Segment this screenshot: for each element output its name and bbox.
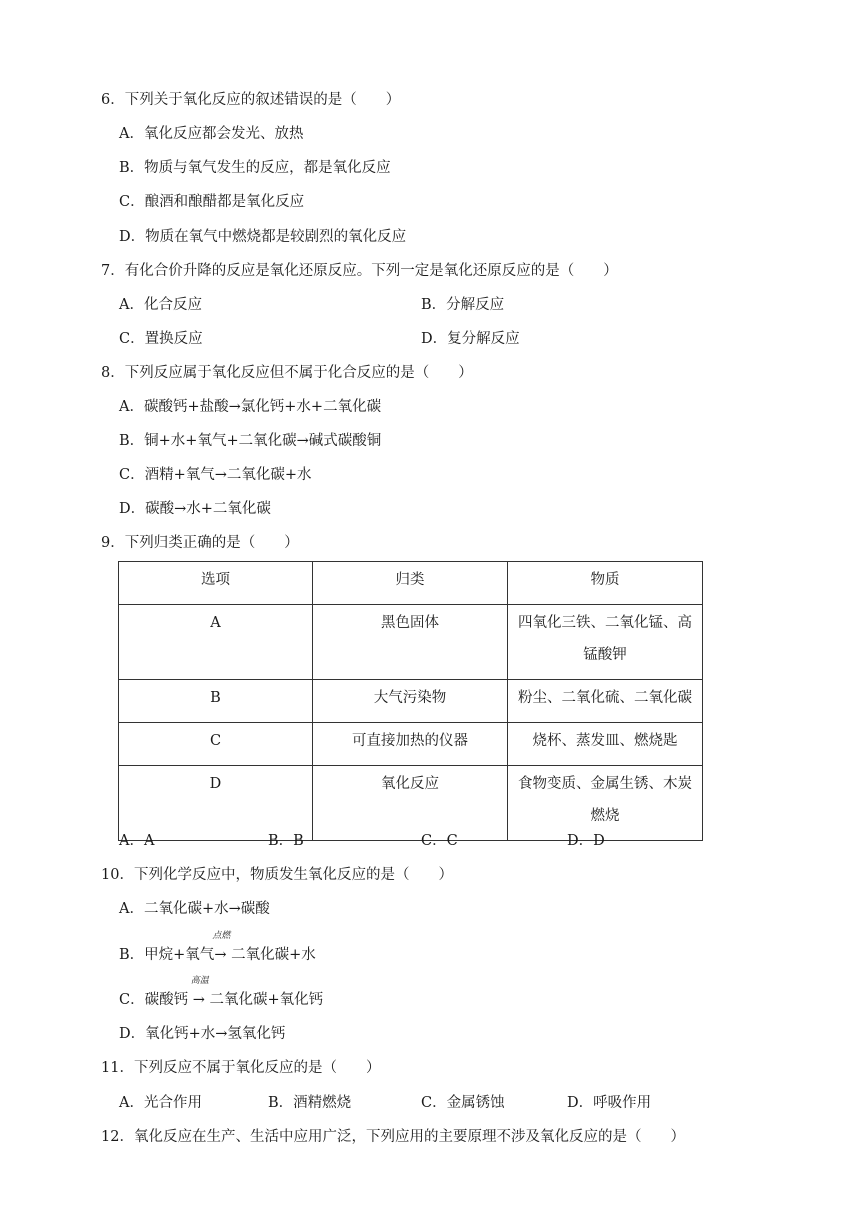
- question-12-stem: 12．氧化反应在生产、生活中应用广泛，下列应用的主要原理不涉及氧化反应的是（ ）: [101, 1129, 685, 1145]
- question-11-stem: 11．下列反应不属于氧化反应的是（ ）: [101, 1060, 381, 1076]
- q9-option-c: C．C: [421, 833, 458, 849]
- q11-option-b: B．酒精燃烧: [268, 1095, 352, 1111]
- q7-option-b: B．分解反应: [421, 297, 505, 313]
- table-cell: B: [119, 680, 313, 723]
- table-cell: 食物变质、金属生锈、木炭燃烧: [508, 766, 703, 841]
- reaction-arrow: →: [214, 947, 227, 963]
- table-row: [119, 605, 703, 680]
- classification-table: [118, 561, 703, 841]
- q10-option-d: D．氧化钙+水→氢氧化钙: [119, 1026, 286, 1042]
- q9-option-a: A．A: [119, 833, 155, 849]
- reaction-arrow: →: [192, 992, 205, 1008]
- question-8-stem: 8．下列反应属于氧化反应但不属于化合反应的是（ ）: [101, 365, 473, 381]
- question-7-stem: 7．有化合价升降的反应是氧化还原反应。下列一定是氧化还原反应的是（ ）: [101, 263, 618, 279]
- table-cell: 黑色固体: [313, 605, 508, 680]
- table-cell: A: [119, 605, 313, 680]
- q9-option-b: B．B: [268, 833, 304, 849]
- q10-option-b-reactants: B．甲烷+氧气: [119, 947, 215, 963]
- table-header-cell: 选项: [119, 562, 313, 605]
- q6-option-d: D．物质在氧气中燃烧都是较剧烈的氧化反应: [119, 229, 407, 245]
- q8-option-c: C．酒精+氧气→二氧化碳+水: [119, 467, 312, 483]
- q10-option-b-products: 二氧化碳+水: [231, 947, 316, 963]
- table-header-cell: 物质: [508, 562, 703, 605]
- q6-option-a: A．氧化反应都会发光、放热: [119, 126, 304, 142]
- q7-option-c: C．置换反应: [119, 331, 203, 347]
- table-row: [119, 723, 703, 766]
- q11-option-d: D．呼吸作用: [567, 1095, 652, 1111]
- q10-option-a: A．二氧化碳+水→碳酸: [119, 901, 270, 917]
- question-9-stem: 9．下列归类正确的是（ ）: [101, 535, 299, 551]
- q10-option-c-products: 二氧化碳+氧化钙: [209, 992, 324, 1008]
- table-header-row: [119, 562, 703, 605]
- q6-option-b: B．物质与氧气发生的反应，都是氧化反应: [119, 160, 391, 176]
- reaction-condition: [212, 931, 231, 965]
- q10-option-b: [119, 931, 316, 965]
- table-cell: 四氧化三铁、二氧化锰、高锰酸钾: [508, 605, 703, 680]
- condition-label: 点燃: [212, 931, 231, 941]
- q8-option-b: B．铜+水+氧气+二氧化碳→碱式碳酸铜: [119, 433, 382, 449]
- reaction-condition: [190, 976, 209, 1010]
- table-header-cell: 归类: [313, 562, 508, 605]
- question-10-stem: 10．下列化学反应中，物质发生氧化反应的是（ ）: [101, 867, 453, 883]
- table-cell: 可直接加热的仪器: [313, 723, 508, 766]
- condition-label: 高温: [190, 976, 209, 986]
- q9-option-d: D．D: [567, 833, 605, 849]
- table-cell: 大气污染物: [313, 680, 508, 723]
- q10-option-c-reactants: C．碳酸钙: [119, 992, 189, 1008]
- q8-option-d: D．碳酸→水+二氧化碳: [119, 501, 271, 517]
- q10-option-c: [119, 976, 324, 1010]
- table-cell: 烧杯、蒸发皿、燃烧匙: [508, 723, 703, 766]
- q6-option-c: C．酿酒和酿醋都是氧化反应: [119, 194, 305, 210]
- table-cell: C: [119, 723, 313, 766]
- q11-option-c: C．金属锈蚀: [421, 1095, 505, 1111]
- table-row: [119, 766, 703, 841]
- q7-option-d: D．复分解反应: [421, 331, 520, 347]
- question-6-stem: 6．下列关于氧化反应的叙述错误的是（ ）: [101, 92, 401, 108]
- table-cell: 粉尘、二氧化硫、二氧化碳: [508, 680, 703, 723]
- table-cell: D: [119, 766, 313, 841]
- table-cell: 氧化反应: [313, 766, 508, 841]
- q7-option-a: A．化合反应: [119, 297, 202, 313]
- q8-option-a: A．碳酸钙+盐酸→氯化钙+水+二氧化碳: [119, 399, 382, 415]
- table-row: [119, 680, 703, 723]
- q11-option-a: A．光合作用: [119, 1095, 202, 1111]
